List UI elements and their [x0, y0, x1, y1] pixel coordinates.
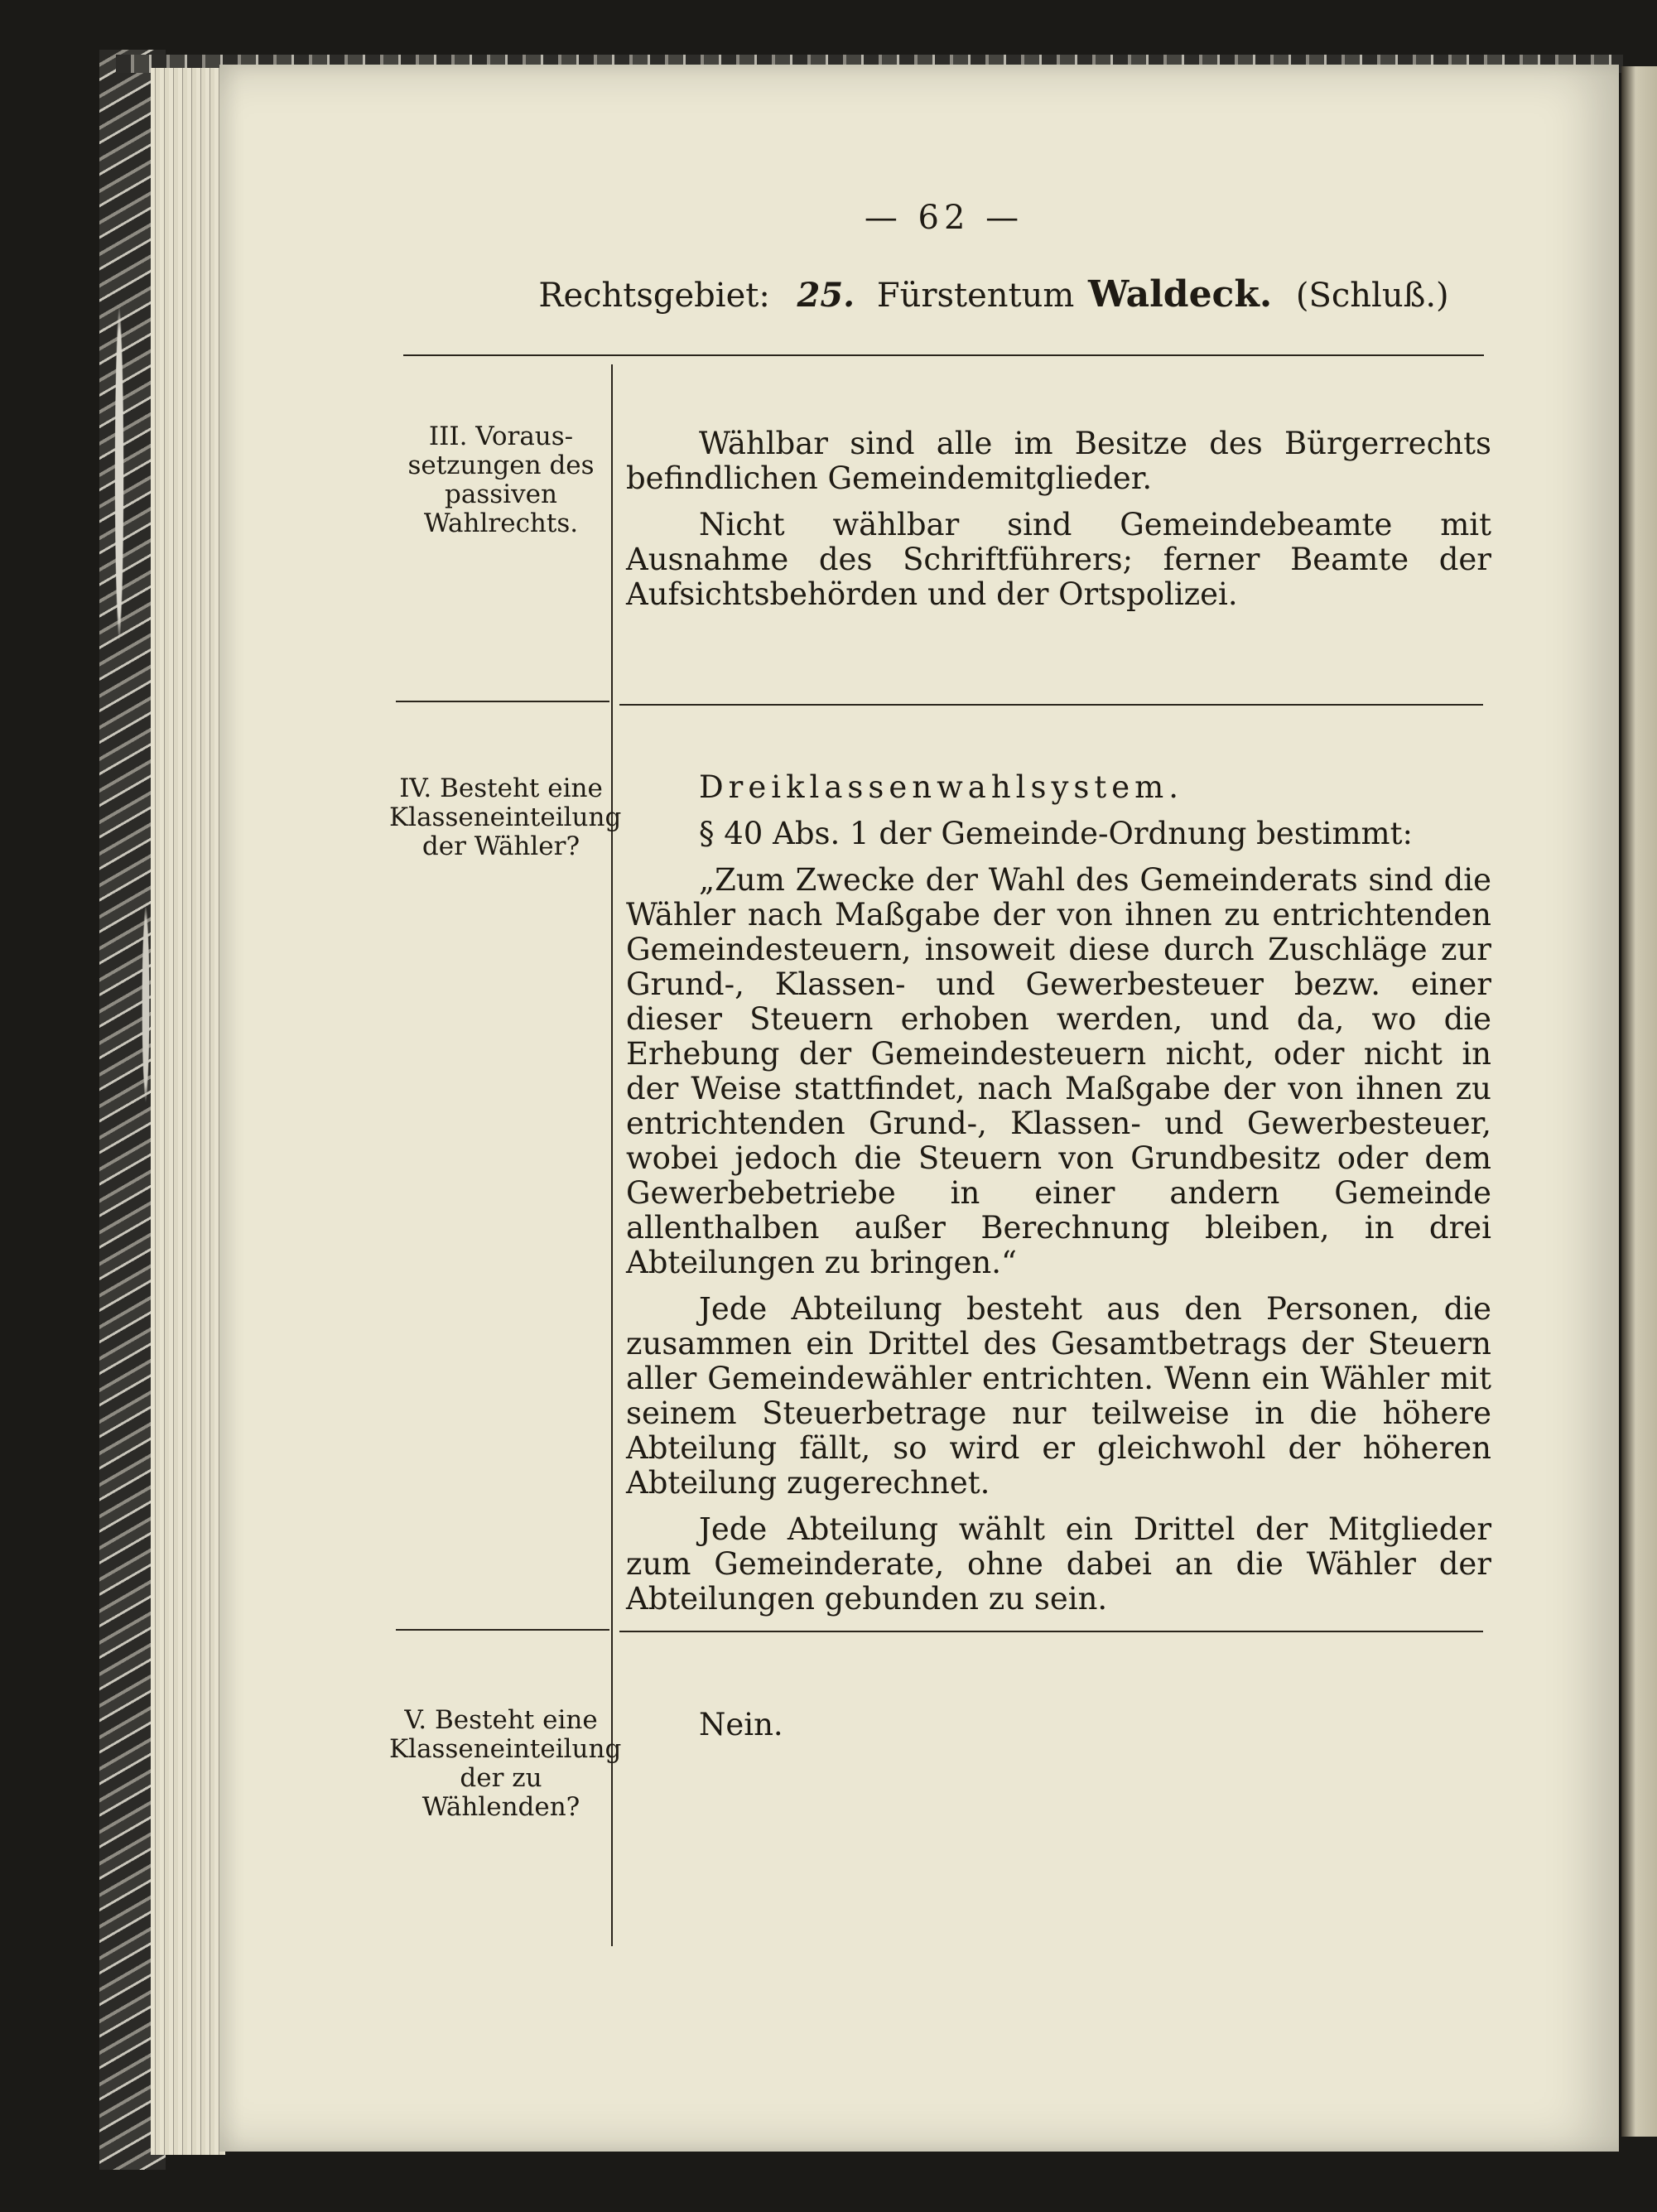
- facing-page-edge: [1621, 66, 1657, 2137]
- label-line: der zu: [460, 1763, 542, 1793]
- paragraph: Jede Abteilung besteht aus den Personen, die zusammen ein Drittel des Gesamtbetrags der Steuern aller Gemeindewähler entrichten. Wenn ein Wähler mit seinem Steuerbetrage nur teilweise in die höhere Abteilung fällt, so wird er gleichwohl der höheren Abteilung zugerechnet.: [626, 1291, 1491, 1501]
- label-line: Klasseneinteilung: [389, 802, 622, 832]
- paragraph: Nicht wählbar sind Gemeindebeamte mit Ausnahme des Schriftführers; ferner Beamte der Aufsichtsbehörden und der Ortspolizei.: [626, 507, 1491, 612]
- paragraph: Jede Abteilung wählt ein Drittel der Mitglieder zum Gemeinderate, ohne dabei an die Wähler der Abteilungen gebunden zu sein.: [626, 1511, 1491, 1617]
- section-label-iii: [389, 422, 613, 538]
- header-state-type: Fürstentum: [876, 277, 1075, 315]
- label-line: passiven: [445, 480, 557, 509]
- page-header: [414, 273, 1573, 316]
- section-title: Dreiklassenwahlsystem.: [699, 769, 1183, 805]
- section-label-v: [389, 1705, 622, 1822]
- header-number: 25.: [797, 276, 855, 315]
- paragraph: Wählbar sind alle im Besitze des Bürgerrechts befindlichen Gemeindemitglieder.: [626, 426, 1491, 496]
- label-line: IV. Besteht eine: [399, 773, 603, 803]
- label-line: Wahlrechts.: [423, 508, 579, 538]
- section-body-v: [626, 1708, 1491, 1742]
- page-edges: [151, 68, 225, 2155]
- section-rule-label-1: [396, 701, 609, 702]
- label-line: III. Voraus-: [428, 422, 574, 451]
- label-line: der Wähler?: [421, 831, 580, 861]
- paragraph: Nein.: [699, 1707, 783, 1742]
- header-suffix: (Schluß.): [1295, 277, 1449, 315]
- header-prefix: Rechtsgebiet:: [538, 277, 770, 315]
- section-label-iv: [389, 773, 622, 861]
- label-line: Wählenden?: [421, 1792, 580, 1822]
- label-line: Klasseneinteilung: [389, 1734, 622, 1764]
- section-rule-body-2: [619, 1631, 1483, 1632]
- section-body-iii: [626, 426, 1491, 612]
- section-body-iv: [626, 770, 1491, 1617]
- paragraph: § 40 Abs. 1 der Gemeinde-Ordnung bestimmt:: [699, 816, 1413, 851]
- section-rule-label-2: [396, 1629, 609, 1631]
- label-line: V. Besteht eine: [404, 1705, 598, 1735]
- section-rule-body-1: [619, 704, 1483, 706]
- label-line: setzungen des: [407, 451, 595, 480]
- page-number: — 62 —: [864, 199, 1024, 237]
- header-state-name: Waldeck.: [1087, 273, 1273, 316]
- quote-paragraph: „Zum Zwecke der Wahl des Gemeinderats sind die Wähler nach Maßgabe der von ihnen zu entrichtenden Gemeindesteuern, insoweit diese durch Zuschläge zur Grund-, Klassen- und Gewerbesteuer bezw. einer dieser Steuern erhoben werden, und da, wo die Erhebung der Gemeindesteuern nicht, oder nicht in der Weise stattfindet, nach Maßgabe der von ihnen zu entrichtenden Grund-, Klassen- und Gewerbesteuer, wobei jedoch die Steuern von Grundbesitz oder dem Gewerbebetriebe in einer andern Gemeinde allenthalben außer Berechnung bleiben, in drei Abteilungen zu bringen.“: [626, 862, 1491, 1280]
- header-rule: [403, 354, 1484, 356]
